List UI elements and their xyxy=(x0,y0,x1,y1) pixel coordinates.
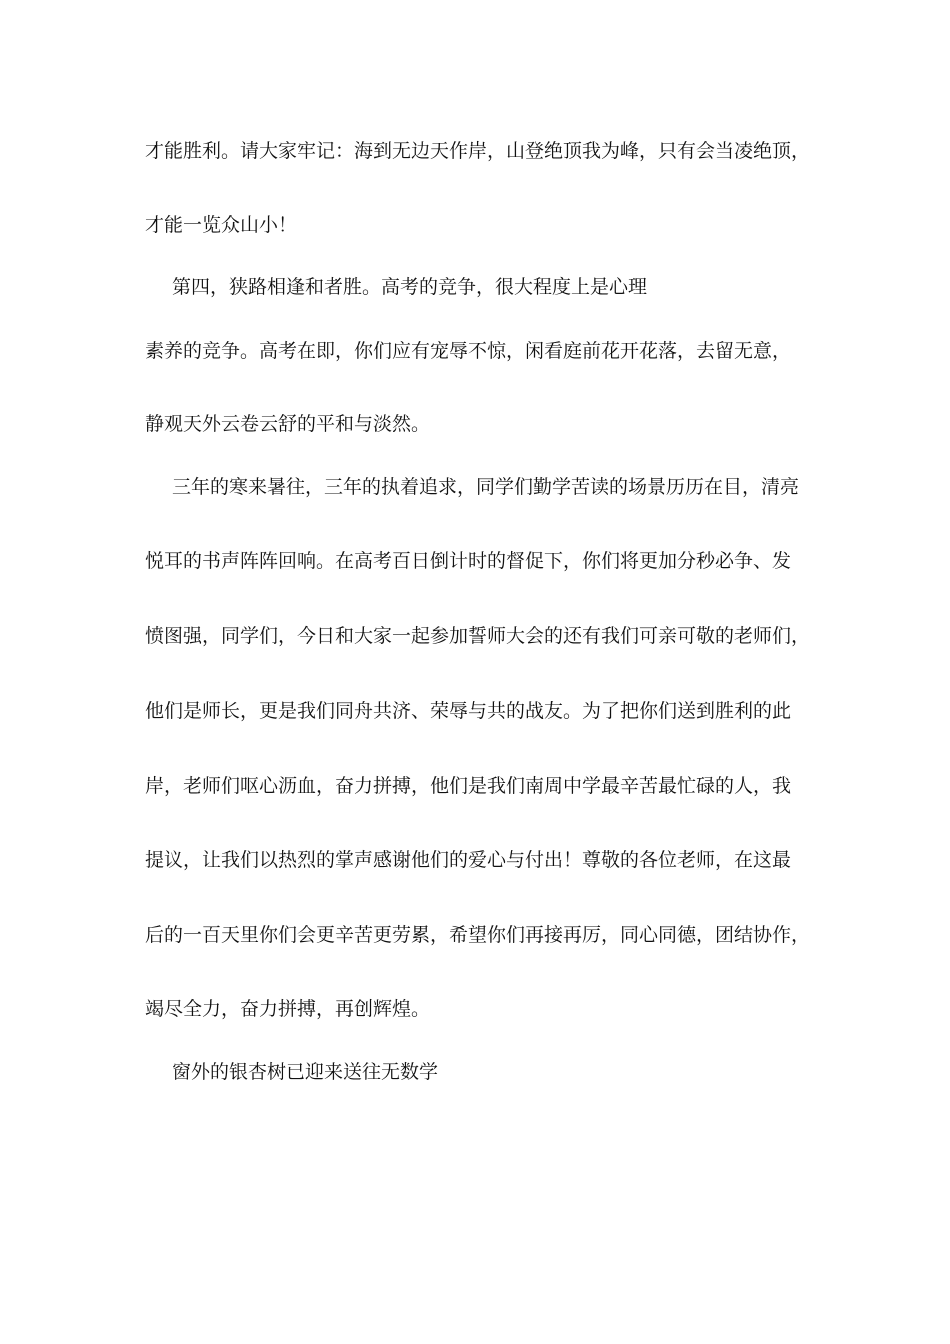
text-line: 才能一览众山小！ xyxy=(145,214,298,236)
text-line: 静观天外云卷云舒的平和与淡然。 xyxy=(145,413,431,435)
paragraph-start: 三年的寒来暑往，三年的执着追求，同学们勤学苦读的场景历历在目，清亮 xyxy=(172,476,800,498)
text-line: 悦耳的书声阵阵回响。在高考百日倒计时的督促下，你们将更加分秒必争、发 xyxy=(145,550,792,572)
paragraph-start: 第四，狭路相逢和者胜。高考的竞争，很大程度上是心理 xyxy=(172,276,648,298)
text-line: 愤图强，同学们，今日和大家一起参加誓师大会的还有我们可亲可敬的老师们， xyxy=(145,625,811,647)
text-line: 提议，让我们以热烈的掌声感谢他们的爱心与付出！尊敬的各位老师，在这最 xyxy=(145,849,792,871)
text-line: 才能胜利。请大家牢记：海到无边天作岸，山登绝顶我为峰，只有会当凌绝顶， xyxy=(145,140,811,162)
text-line: 后的一百天里你们会更辛苦更劳累，希望你们再接再厉，同心同德，团结协作， xyxy=(145,924,811,946)
text-line: 竭尽全力，奋力拼搏，再创辉煌。 xyxy=(145,998,431,1020)
paragraph-start: 窗外的银杏树已迎来送往无数学 xyxy=(172,1061,439,1083)
text-line: 素养的竞争。高考在即，你们应有宠辱不惊，闲看庭前花开花落，去留无意， xyxy=(145,340,792,362)
text-line: 岸，老师们呕心沥血，奋力拼搏，他们是我们南周中学最辛苦最忙碌的人，我 xyxy=(145,775,792,797)
text-line: 他们是师长，更是我们同舟共济、荣辱与共的战友。为了把你们送到胜利的此 xyxy=(145,700,792,722)
